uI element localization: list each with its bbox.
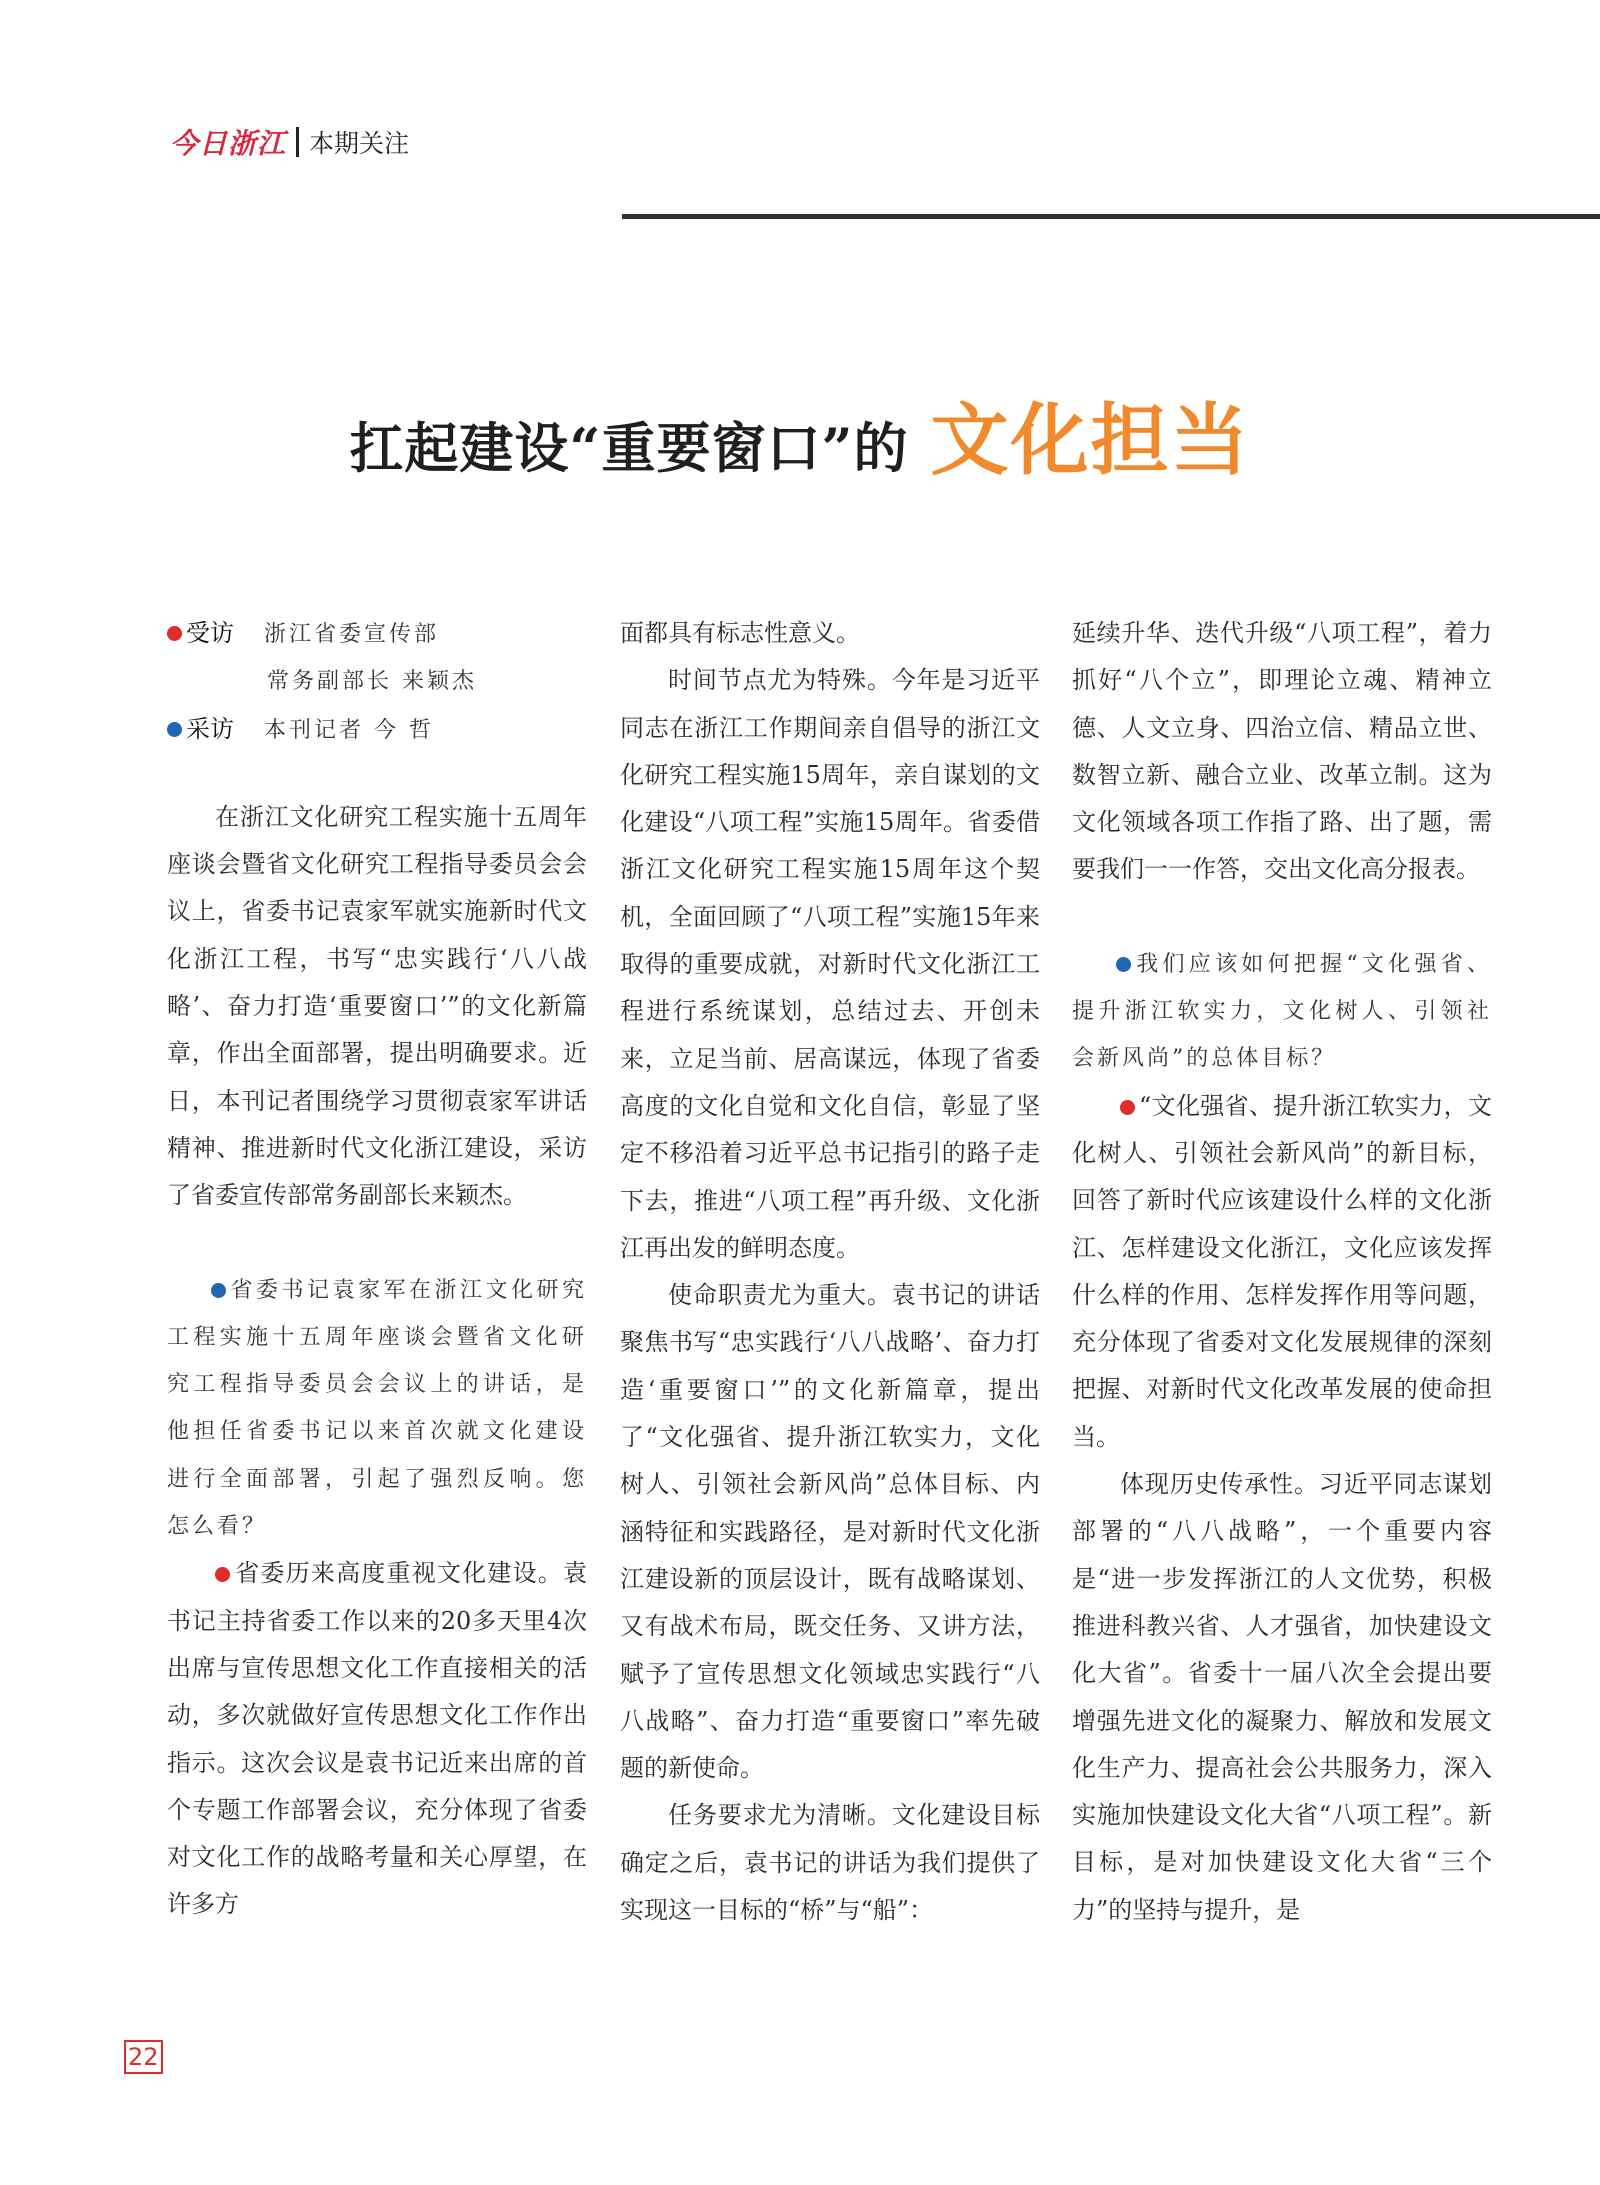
- paragraph: 任务要求尤为清晰。文化建设目标确定之后，袁书记的讲话为我们提供了实现这一目标的“桥”与“船”：: [620, 1801, 1040, 1925]
- question-2-text: 我们应该如何把握“文化强省、提升浙江软实力，文化树人、引领社会新风尚”的总体目标？: [1072, 951, 1492, 1072]
- paragraph: 延续升华、迭代升级“八项工程”，着力抓好“八个立”，即理论立魂、精神立德、人文立身、四治立信、精品立世、数智立新、融合立业、改革立制。这为文化领域各项工作指了路、出了题，需要我们一一作答，交出文化高分报表。: [1072, 619, 1492, 884]
- column-2: [620, 610, 1040, 1934]
- interviewer-row: [167, 706, 587, 754]
- interviewer-name: 本刊记者 今 哲: [264, 717, 434, 743]
- blue-dot-icon: [1116, 957, 1131, 972]
- red-dot-icon: [215, 1567, 230, 1582]
- brand-logo: 今日浙江: [170, 127, 287, 160]
- red-dot-icon: [167, 626, 182, 641]
- paragraph: 使命职责尤为重大。袁书记的讲话聚焦书写“忠实践行‘八八战略’、奋力打造‘重要窗口’”的文化新篇章，提出了“文化强省、提升浙江软实力，文化树人、引领社会新风尚”总体目标、内涵特征和实践路径，是对新时代文化浙江建设新的顶层设计，既有战略谋划、又有战术布局，既交任务、又讲方法，赋予了宣传思想文化领域忠实践行“八八战略”、奋力打造“重要窗口”率先破题的新使命。: [620, 1281, 1040, 1783]
- intro-paragraph: 在浙江文化研究工程实施十五周年座谈会暨省文化研究工程指导委员会会议上，省委书记袁家军就实施新时代文化浙江工程，书写“忠实践行‘八八战略’、奋力打造‘重要窗口’”的文化新篇章，作出全面部署，提出明确要求。近日，本刊记者围绕学习贯彻袁家军讲话精神、推进新时代文化浙江建设，采访了省委宣传部常务副部长来颖杰。: [167, 802, 587, 1210]
- page-number: 22: [124, 2040, 163, 2074]
- paragraph: 时间节点尤为特殊。今年是习近平同志在浙江工作期间亲自倡导的浙江文化研究工程实施15周年，亲自谋划的文化建设“八项工程”实施15周年。省委借浙江文化研究工程实施15周年这个契机，全面回顾了“八项工程”实施15年来取得的重要成就，对新时代文化浙江工程进行系统谋划，总结过去、开创未来，立足当前、居高谋远，体现了省委高度的文化自觉和文化自信，彰显了坚定不移沿着习近平总书记指引的路子走下去，推进“八项工程”再升级、文化浙江再出发的鲜明态度。: [620, 666, 1040, 1262]
- article-title: [0, 378, 1600, 490]
- section-name: 本期关注: [309, 129, 410, 158]
- interviewee-label: 受访: [186, 619, 234, 647]
- interviewer-label: 采访: [186, 714, 234, 743]
- blue-dot-icon: [211, 1283, 226, 1298]
- top-rule: [622, 214, 1600, 219]
- question-2: [1072, 941, 1492, 1083]
- interviewee-org: 浙江省委宣传部: [264, 622, 440, 647]
- answer-1-text: 省委历来高度重视文化建设。袁书记主持省委工作以来的20多天里4次出席与宣传思想文化工作直接相关的活动，多次就做好宣传思想文化工作作出指示。这次会议是袁书记近来出席的首个专题工作部署会议，充分体现了省委对文化工作的战略考量和关心厚望，在许多方: [167, 1559, 587, 1919]
- title-accent: 文化担当: [930, 396, 1251, 486]
- interviewee-name: 常务副部长 来颖杰: [267, 669, 477, 695]
- paragraph: 体现历史传承性。习近平同志谋划部署的“八八战略”，一个重要内容是“进一步发挥浙江的人文优势，积极推进科教兴省、人才强省，加快建设文化大省”。省委十一届八次全会提出要增强先进文化的凝聚力、解放和发展文化生产力、提高社会公共服务力，深入实施加快建设文化大省“八项工程”。新目标，是对加快建设文化大省“三个力”的坚持与提升，是: [1072, 1470, 1492, 1924]
- interviewee-row: [167, 610, 587, 658]
- column-3: [1072, 610, 1492, 1934]
- column-1: [167, 610, 587, 1929]
- answer-2: [1072, 1083, 1492, 1461]
- answer-2-text: “文化强省、提升浙江软实力，文化树人、引领社会新风尚”的新目标，回答了新时代应该建设什么样的文化浙江、怎样建设文化浙江，文化应该发挥什么样的作用、怎样发挥作用等问题，充分体现了省委对文化发展规律的深刻把握、对新时代文化改革发展的使命担当。: [1072, 1091, 1492, 1451]
- paragraph: 面都具有标志性意义。: [620, 619, 860, 647]
- masthead: [170, 122, 409, 162]
- interviewee-row-2: [167, 658, 587, 705]
- question-1: [167, 1267, 587, 1551]
- answer-1: [167, 1550, 587, 1928]
- blue-dot-icon: [167, 722, 182, 737]
- title-main: 扛起建设“重要窗口”的: [349, 416, 909, 480]
- red-dot-icon: [1120, 1100, 1135, 1115]
- header-divider: [296, 127, 299, 157]
- question-1-text: 省委书记袁家军在浙江文化研究工程实施十五周年座谈会暨省文化研究工程指导委员会会议上的讲话，是他担任省委书记以来首次就文化建设进行全面部署，引起了强烈反响。您怎么看？: [167, 1277, 587, 1540]
- byline: [167, 610, 587, 754]
